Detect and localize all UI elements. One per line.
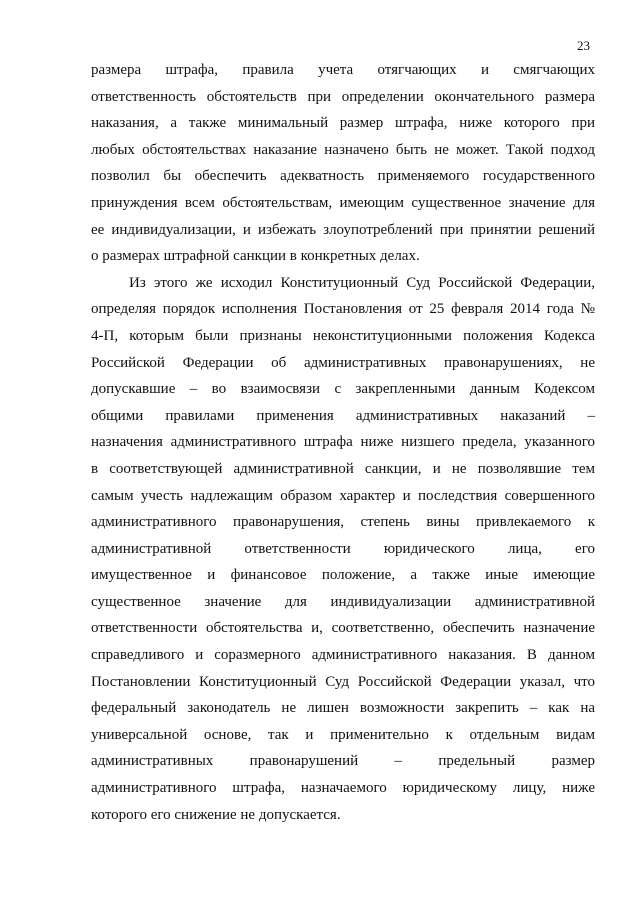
text-line: административного штрафа, назначаемого юридическому лицу, ниже: [91, 780, 595, 797]
text-line: позволил бы обеспечить адекватность применяемого государственного: [91, 168, 595, 185]
text-line: Из этого же исходил Конституционный Суд Российской Федерации,: [129, 274, 595, 291]
text-line: допускавшие – во взаимосвязи с закрепленными данным Кодексом: [91, 381, 595, 398]
text-line: определяя порядок исполнения Постановления от 25 февраля 2014 года №: [91, 301, 595, 318]
text-line: наказания, а также минимальный размер штрафа, ниже которого при: [91, 115, 595, 132]
text-line: о размерах штрафной санкции в конкретных делах.: [91, 248, 420, 265]
text-line: размера штрафа, правила учета отягчающих и смягчающих: [91, 62, 595, 78]
text-line: общими правилами применения административных наказаний –: [91, 407, 595, 424]
text-line: существенное значение для индивидуализации административной: [91, 593, 595, 610]
paragraph: [91, 270, 595, 828]
text-line: ее индивидуализации, и избежать злоупотреблений при принятии решений: [91, 221, 595, 238]
text-line: административной ответственности юридического лица, его: [91, 540, 595, 557]
text-line: Российской Федерации об административных правонарушениях, не: [91, 354, 595, 371]
text-line: ответственности обстоятельства и, соответственно, обеспечить назначение: [91, 620, 595, 637]
text-line: которого его снижение не допускается.: [91, 806, 341, 823]
text-line: любых обстоятельствах наказание назначено быть не может. Такой подход: [91, 141, 595, 158]
text-line: имущественное и финансовое положение, а также иные имеющие: [91, 567, 595, 584]
text-line: назначения административного штрафа ниже низшего предела, указанного: [91, 434, 595, 451]
document-body: [91, 57, 595, 828]
text-line: административных правонарушений – предельный размер: [91, 753, 595, 770]
text-line: административного правонарушения, степень вины привлекаемого к: [91, 514, 595, 531]
text-line: справедливого и соразмерного административного наказания. В данном: [91, 647, 595, 664]
text-line: ответственность обстоятельств при определении окончательного размера: [91, 88, 595, 105]
text-line: самым учесть надлежащим образом характер и последствия совершенного: [91, 487, 595, 504]
text-line: принуждения всем обстоятельствам, имеющим существенное значение для: [91, 194, 595, 211]
page-number: 23: [577, 38, 590, 53]
text-line: в соответствующей административной санкции, и не позволявшие тем: [91, 460, 595, 477]
text-line: универсальной основе, так и применительно к отдельным видам: [91, 726, 595, 743]
paragraph: [91, 57, 595, 270]
text-line: Постановлении Конституционный Суд Российской Федерации указал, что: [91, 673, 595, 690]
text-line: федеральный законодатель не лишен возможности закрепить – как на: [91, 700, 595, 717]
text-line: 4-П, которым были признаны неконституционными положения Кодекса: [91, 327, 595, 344]
